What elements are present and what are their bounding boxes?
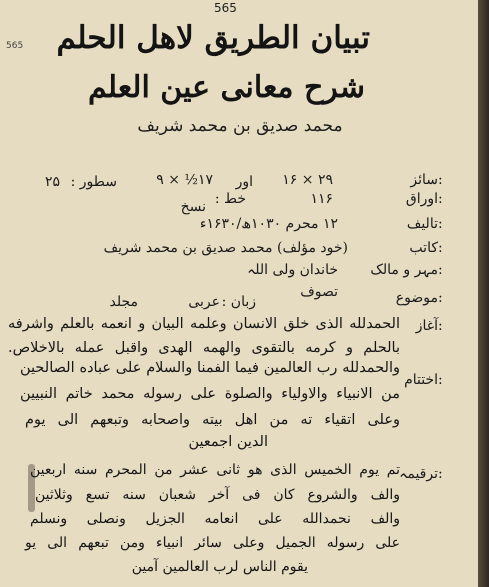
beginning-line-2: بالحلم و کرمه بالتقوی والهمه الهدی واقبل عمله بالاخلاص. [8, 340, 400, 356]
ending-colon: : [438, 372, 443, 388]
seal-value: خاندان ولی اللہ [247, 262, 338, 278]
script-label: خط : [214, 191, 246, 207]
size-colon: : [438, 172, 443, 188]
folios-count: ۱۱۶ [310, 191, 333, 207]
colophon-line-3: والف نحمدالله علی انعامه الجزیل ونصلی ونسلم [30, 511, 400, 527]
scribe-label: کاتب [409, 240, 438, 256]
lines-value: ۲۵ [44, 174, 60, 190]
scribe-colon: : [438, 240, 443, 256]
size-dims: ۲۹ × ۱۶ [282, 172, 333, 188]
composition-label: تالیف [406, 216, 438, 232]
ending-line-4: الدین اجمعین [188, 434, 268, 450]
colophon-line-2: والف والشروع کان فی آخر شعبان سنه تسع وثلاثین [35, 487, 400, 503]
beginning-label: آغاز [415, 318, 438, 334]
subject-colon: : [438, 290, 443, 306]
colophon-line-1: تم یوم الخمیس الذی هو ثانی عشر من المحرم سنه اربعین [30, 462, 400, 478]
side-page-number: 565 [6, 41, 24, 51]
beginning-line-1: الحمدلله الذی خلق الانسان وعلمه البیان و انعمه بالعلم واشرفه [8, 316, 400, 332]
ending-label: اختتام [404, 372, 438, 388]
folios-label: اوراق [405, 191, 438, 207]
manuscript-author: محمد صدیق بن محمد شریف [137, 116, 343, 136]
scribe-value: (خود مؤلف) محمد صدیق بن محمد شریف [103, 240, 348, 256]
colophon-label: ترقیمہ [399, 466, 438, 482]
language-value: عربی [188, 294, 220, 310]
size-and: اور [235, 174, 253, 190]
size-label: سائز [410, 172, 438, 188]
script-value: نسخ [180, 199, 206, 215]
subject-value: تصوف [300, 284, 338, 300]
page-edge-shadow [478, 0, 489, 587]
colophon-line-4: علی رسوله الجمیل وعلی سائر انبیاء ومن تبعهم الی یو [25, 535, 400, 551]
subject-label: موضوع [395, 290, 438, 306]
composition-colon: : [438, 216, 443, 232]
ending-line-1: والحمدلله رب العالمین فیما الفمنا والسلام علی عباده الصالحین [20, 360, 400, 376]
composition-date: ۱۲ محرم ۱۰۳۰ھ/۱۶۳۰ء [199, 216, 338, 232]
colophon-line-5: یقوم الناس لرب العالمین آمین [131, 559, 308, 575]
beginning-colon: : [438, 318, 443, 334]
manuscript-title: تبیان الطریق لاهل الحلم [56, 20, 370, 56]
colophon-colon: : [438, 466, 443, 482]
binding-value: مجلد [109, 294, 138, 310]
page-number: 565 [214, 1, 237, 15]
ending-line-3: وعلی اتقیاء ته من اهل بیته واصحابه وتبعهم الی یوم [25, 412, 400, 428]
folios-colon: : [438, 191, 443, 207]
seal-colon: : [438, 262, 443, 278]
ending-line-2: من الانبیاء والاولیاء والصلوة علی رسوله محمد خاتم النبیین [20, 386, 400, 402]
lines-label: سطور : [70, 174, 117, 190]
manuscript-subtitle: شرح معانی عین العلم [87, 70, 365, 105]
size-dims-2: ۱۷½ × ۹ [156, 172, 213, 188]
language-label: زبان : [221, 294, 256, 310]
seal-label: مہر و مالک [370, 262, 438, 278]
